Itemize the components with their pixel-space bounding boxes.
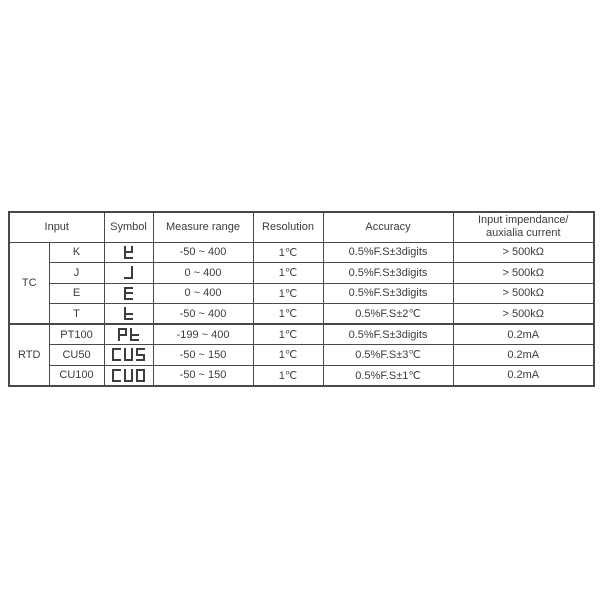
- cell-measure-range: -50 ~ 150: [153, 345, 253, 366]
- cell-impedance: 0.2mA: [453, 365, 594, 386]
- cell-symbol: [104, 365, 153, 386]
- cell-symbol: [104, 345, 153, 366]
- cell-symbol: [104, 263, 153, 284]
- header-symbol: Symbol: [104, 212, 153, 242]
- cell-measure-range: -199 ~ 400: [153, 324, 253, 345]
- header-impedance-line1: Input impendance/: [477, 214, 569, 227]
- header-resolution: Resolution: [253, 212, 323, 242]
- cell-accuracy: 0.5%F.S±3℃: [323, 345, 453, 366]
- input-spec-table-container: [8, 211, 593, 387]
- cell-impedance: > 500kΩ: [453, 263, 594, 284]
- cell-impedance: > 500kΩ: [453, 304, 594, 325]
- cell-accuracy: 0.5%F.S±3digits: [323, 263, 453, 284]
- cell-accuracy: 0.5%F.S±1℃: [323, 365, 453, 386]
- symbol-7seg-pt: [117, 328, 141, 341]
- row-tc-e: [9, 283, 594, 304]
- cell-symbol: [104, 324, 153, 345]
- cell-resolution: 1℃: [253, 263, 323, 284]
- row-rtd-pt100: [9, 324, 594, 345]
- cell-type: PT100: [49, 324, 104, 345]
- cell-symbol: [104, 242, 153, 263]
- header-row: [9, 212, 594, 242]
- cell-impedance: > 500kΩ: [453, 242, 594, 263]
- cell-measure-range: -50 ~ 400: [153, 304, 253, 325]
- cell-measure-range: 0 ~ 400: [153, 283, 253, 304]
- cell-measure-range: -50 ~ 400: [153, 242, 253, 263]
- cell-resolution: 1℃: [253, 242, 323, 263]
- row-rtd-cu50: [9, 345, 594, 366]
- cell-accuracy: 0.5%F.S±3digits: [323, 283, 453, 304]
- cell-symbol: [104, 283, 153, 304]
- cell-type: T: [49, 304, 104, 325]
- cell-resolution: 1℃: [253, 345, 323, 366]
- symbol-7seg-cu5: [111, 348, 147, 361]
- cell-resolution: 1℃: [253, 304, 323, 325]
- cell-measure-range: 0 ~ 400: [153, 263, 253, 284]
- header-input: Input: [9, 212, 104, 242]
- row-tc-t: [9, 304, 594, 325]
- cell-impedance: 0.2mA: [453, 345, 594, 366]
- cell-type: CU50: [49, 345, 104, 366]
- header-accuracy: Accuracy: [323, 212, 453, 242]
- cell-type: K: [49, 242, 104, 263]
- header-impedance: [453, 212, 594, 242]
- cell-resolution: 1℃: [253, 283, 323, 304]
- cell-accuracy: 0.5%F.S±3digits: [323, 242, 453, 263]
- cell-resolution: 1℃: [253, 324, 323, 345]
- symbol-7seg-j: [123, 266, 135, 279]
- header-measure-range: Measure range: [153, 212, 253, 242]
- cell-impedance: 0.2mA: [453, 324, 594, 345]
- cell-resolution: 1℃: [253, 365, 323, 386]
- symbol-7seg-cu0: [111, 369, 147, 382]
- row-tc-j: [9, 263, 594, 284]
- cell-measure-range: -50 ~ 150: [153, 365, 253, 386]
- header-impedance-line2: auxialia current: [485, 227, 561, 240]
- group-cell-tc: TC: [9, 242, 49, 324]
- symbol-7seg-k: [123, 246, 135, 259]
- group-cell-rtd: RTD: [9, 324, 49, 386]
- row-rtd-cu100: [9, 365, 594, 386]
- cell-type: CU100: [49, 365, 104, 386]
- cell-impedance: > 500kΩ: [453, 283, 594, 304]
- input-spec-table: [8, 211, 595, 387]
- symbol-7seg-t: [123, 307, 135, 320]
- cell-type: E: [49, 283, 104, 304]
- symbol-7seg-e: [123, 287, 135, 300]
- cell-type: J: [49, 263, 104, 284]
- cell-accuracy: 0.5%F.S±2℃: [323, 304, 453, 325]
- cell-symbol: [104, 304, 153, 325]
- row-tc-k: [9, 242, 594, 263]
- cell-accuracy: 0.5%F.S±3digits: [323, 324, 453, 345]
